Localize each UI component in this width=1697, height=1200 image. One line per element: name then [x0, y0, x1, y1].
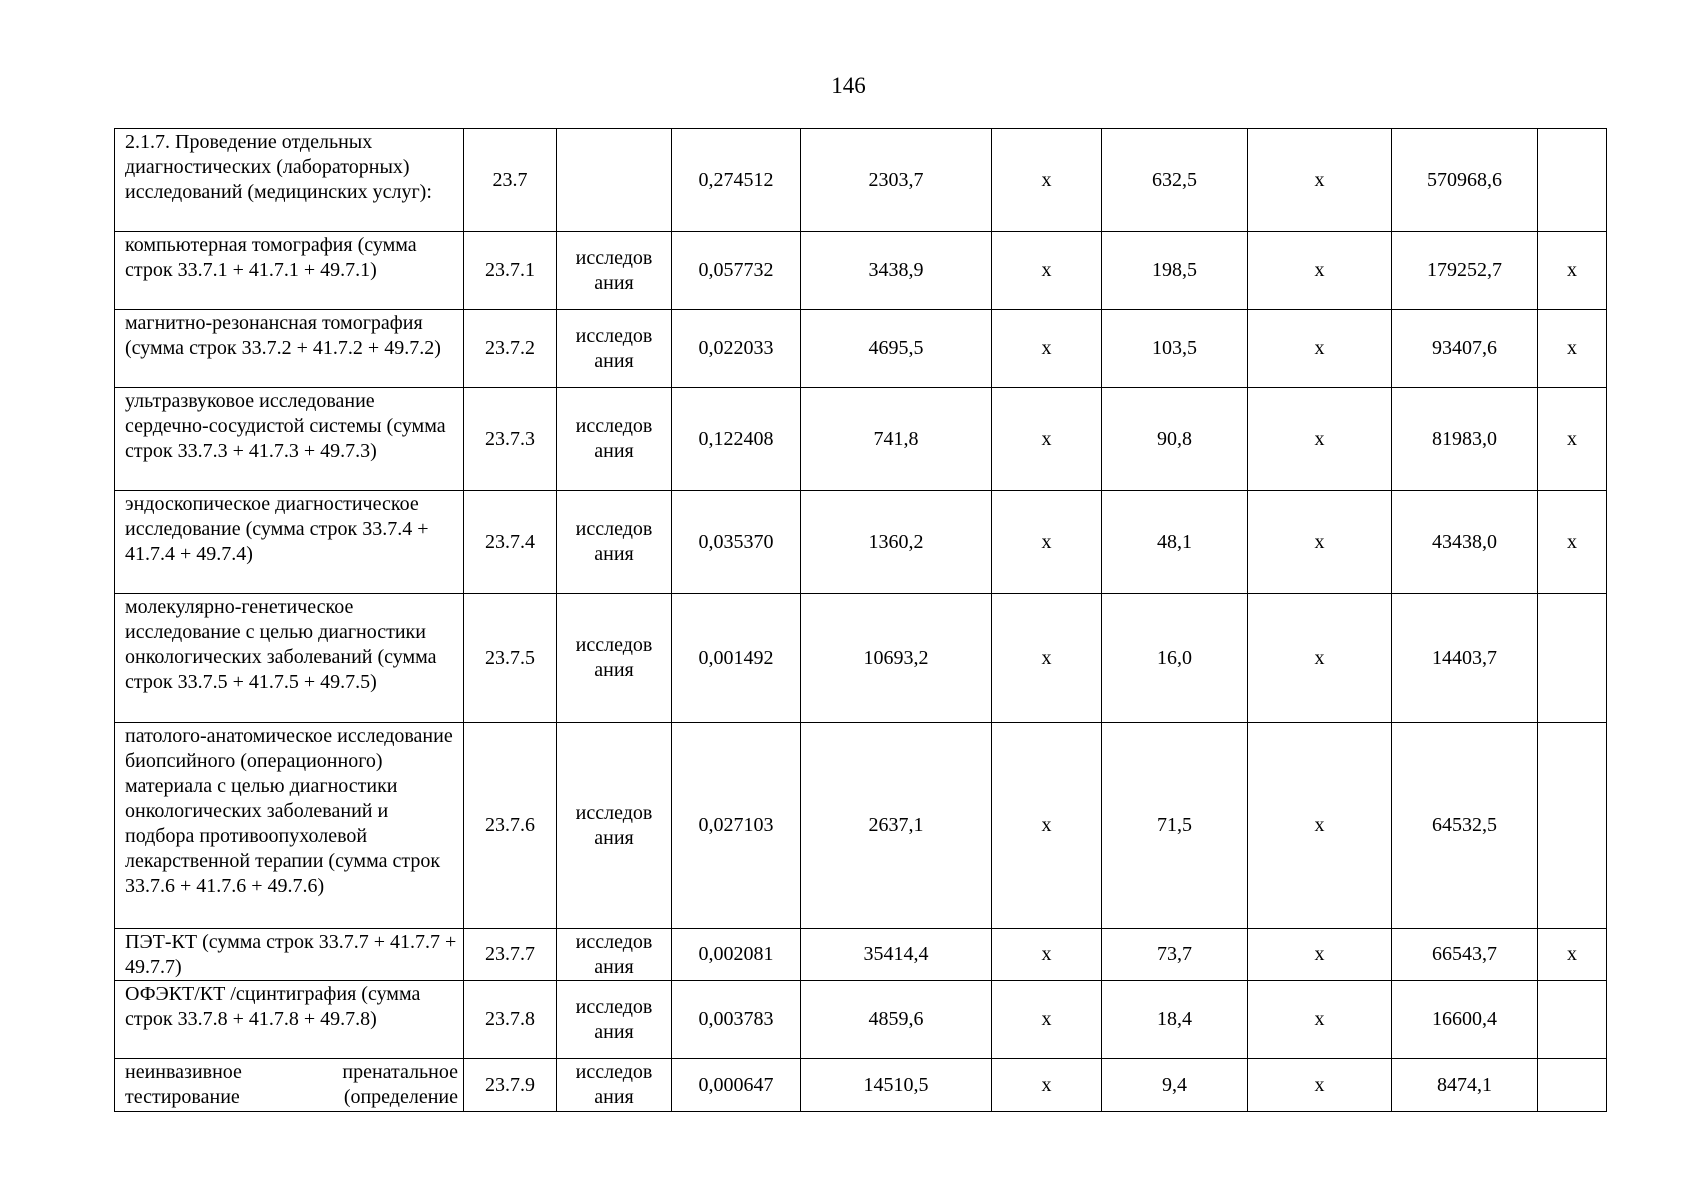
- row-total: 14403,7: [1392, 594, 1538, 723]
- row-cost: 1360,2: [801, 491, 992, 594]
- row-volume: 0,027103: [672, 723, 801, 929]
- row-col8: х: [1248, 594, 1392, 723]
- table-row: [115, 929, 1607, 981]
- row-per-capita: 632,5: [1102, 129, 1248, 232]
- row-per-capita: 48,1: [1102, 491, 1248, 594]
- row-total: 16600,4: [1392, 981, 1538, 1059]
- row-unit: исследов ания: [557, 310, 672, 388]
- table-row: [115, 129, 1607, 232]
- row-name: патолого-анатомическое исследование биопсийного (операционного) материала с целью диагностики онкологических заболеваний и подбора противоопухолевой лекарственной терапии (сумма строк 33.7.6 + 41.7.6 + 49.7.6): [115, 723, 464, 929]
- row-cost: 4695,5: [801, 310, 992, 388]
- row-mark: [1538, 981, 1607, 1059]
- table-row: [115, 232, 1607, 310]
- row-per-capita: 16,0: [1102, 594, 1248, 723]
- row-unit: исследов ания: [557, 723, 672, 929]
- row-mark: х: [1538, 310, 1607, 388]
- row-total: 570968,6: [1392, 129, 1538, 232]
- row-unit: исследов ания: [557, 594, 672, 723]
- row-col6: х: [992, 594, 1102, 723]
- row-unit: исследов ания: [557, 232, 672, 310]
- row-code: 23.7: [464, 129, 557, 232]
- row-per-capita: 71,5: [1102, 723, 1248, 929]
- row-col6: х: [992, 388, 1102, 491]
- row-volume: 0,057732: [672, 232, 801, 310]
- row-per-capita: 18,4: [1102, 981, 1248, 1059]
- row-volume: 0,001492: [672, 594, 801, 723]
- row-volume: 0,002081: [672, 929, 801, 981]
- row-cost: 14510,5: [801, 1059, 992, 1112]
- row-col6: х: [992, 929, 1102, 981]
- row-cost: 35414,4: [801, 929, 992, 981]
- row-code: 23.7.9: [464, 1059, 557, 1112]
- row-code: 23.7.8: [464, 981, 557, 1059]
- row-col6: х: [992, 232, 1102, 310]
- row-unit: исследов ания: [557, 929, 672, 981]
- row-col8: х: [1248, 723, 1392, 929]
- row-cost: 2637,1: [801, 723, 992, 929]
- row-name: ОФЭКТ/КТ /сцинтиграфия (сумма строк 33.7.8 + 41.7.8 + 49.7.8): [115, 981, 464, 1059]
- row-code: 23.7.7: [464, 929, 557, 981]
- table-row: [115, 388, 1607, 491]
- row-code: 23.7.5: [464, 594, 557, 723]
- row-volume: 0,003783: [672, 981, 801, 1059]
- row-name: ультразвуковое исследование сердечно-сосудистой системы (сумма строк 33.7.3 + 41.7.3 + 49.7.3): [115, 388, 464, 491]
- row-cost: 3438,9: [801, 232, 992, 310]
- row-mark: х: [1538, 232, 1607, 310]
- row-unit: исследов ания: [557, 491, 672, 594]
- row-col6: х: [992, 129, 1102, 232]
- table-row: [115, 310, 1607, 388]
- row-total: 179252,7: [1392, 232, 1538, 310]
- row-unit: исследов ания: [557, 981, 672, 1059]
- row-total: 64532,5: [1392, 723, 1538, 929]
- row-volume: 0,274512: [672, 129, 801, 232]
- row-name: неинвазивное пренатальное тестирование (определение: [115, 1059, 464, 1112]
- row-per-capita: 9,4: [1102, 1059, 1248, 1112]
- row-mark: [1538, 723, 1607, 929]
- row-col8: х: [1248, 1059, 1392, 1112]
- row-col6: х: [992, 491, 1102, 594]
- row-cost: 10693,2: [801, 594, 992, 723]
- row-unit: [557, 129, 672, 232]
- row-total: 81983,0: [1392, 388, 1538, 491]
- row-mark: [1538, 594, 1607, 723]
- row-col8: х: [1248, 388, 1392, 491]
- row-cost: 741,8: [801, 388, 992, 491]
- row-col8: х: [1248, 232, 1392, 310]
- row-total: 43438,0: [1392, 491, 1538, 594]
- row-code: 23.7.1: [464, 232, 557, 310]
- row-unit: исследов ания: [557, 388, 672, 491]
- page-number: 146: [831, 73, 866, 98]
- row-volume: 0,122408: [672, 388, 801, 491]
- row-mark: [1538, 129, 1607, 232]
- row-code: 23.7.2: [464, 310, 557, 388]
- table-row: [115, 723, 1607, 929]
- financing-table: [114, 128, 1607, 1112]
- table-row: [115, 594, 1607, 723]
- row-mark: х: [1538, 388, 1607, 491]
- row-mark: х: [1538, 491, 1607, 594]
- row-per-capita: 103,5: [1102, 310, 1248, 388]
- row-total: 93407,6: [1392, 310, 1538, 388]
- row-col8: х: [1248, 929, 1392, 981]
- row-name: магнитно-резонансная томография (сумма строк 33.7.2 + 41.7.2 + 49.7.2): [115, 310, 464, 388]
- row-code: 23.7.4: [464, 491, 557, 594]
- row-unit: исследов ания: [557, 1059, 672, 1112]
- row-col8: х: [1248, 310, 1392, 388]
- row-col6: х: [992, 723, 1102, 929]
- row-cost: 2303,7: [801, 129, 992, 232]
- row-col6: х: [992, 1059, 1102, 1112]
- row-mark: х: [1538, 929, 1607, 981]
- table-body: [115, 129, 1607, 1112]
- row-volume: 0,000647: [672, 1059, 801, 1112]
- row-volume: 0,022033: [672, 310, 801, 388]
- row-col8: х: [1248, 491, 1392, 594]
- row-mark: [1538, 1059, 1607, 1112]
- row-col8: х: [1248, 129, 1392, 232]
- row-total: 8474,1: [1392, 1059, 1538, 1112]
- row-name: ПЭТ-КТ (сумма строк 33.7.7 + 41.7.7 + 49.7.7): [115, 929, 464, 981]
- row-code: 23.7.6: [464, 723, 557, 929]
- row-total: 66543,7: [1392, 929, 1538, 981]
- row-name: 2.1.7. Проведение отдельных диагностических (лабораторных) исследований (медицинских услуг):: [115, 129, 464, 232]
- row-name: эндоскопическое диагностическое исследование (сумма строк 33.7.4 + 41.7.4 + 49.7.4): [115, 491, 464, 594]
- row-volume: 0,035370: [672, 491, 801, 594]
- row-code: 23.7.3: [464, 388, 557, 491]
- row-per-capita: 90,8: [1102, 388, 1248, 491]
- table-row: [115, 981, 1607, 1059]
- row-col6: х: [992, 310, 1102, 388]
- table-row: [115, 491, 1607, 594]
- row-name: компьютерная томография (сумма строк 33.7.1 + 41.7.1 + 49.7.1): [115, 232, 464, 310]
- table-row: [115, 1059, 1607, 1112]
- row-per-capita: 73,7: [1102, 929, 1248, 981]
- row-per-capita: 198,5: [1102, 232, 1248, 310]
- row-name: молекулярно-генетическое исследование с целью диагностики онкологических заболеваний (сумма строк 33.7.5 + 41.7.5 + 49.7.5): [115, 594, 464, 723]
- row-col6: х: [992, 981, 1102, 1059]
- row-col8: х: [1248, 981, 1392, 1059]
- row-cost: 4859,6: [801, 981, 992, 1059]
